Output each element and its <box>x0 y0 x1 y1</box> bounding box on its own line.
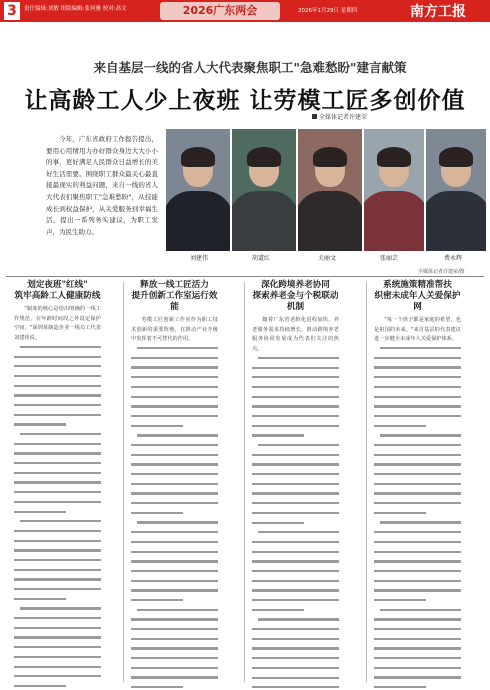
text-line <box>131 551 218 553</box>
text-line <box>252 512 339 514</box>
text-line <box>20 607 101 609</box>
text-line <box>137 521 218 523</box>
text-line <box>252 376 339 378</box>
column-rule <box>366 282 367 682</box>
text-line <box>374 686 426 688</box>
text-line <box>14 569 101 571</box>
text-line <box>380 521 461 523</box>
text-line <box>131 376 218 378</box>
person-hair <box>439 147 473 167</box>
text-line <box>380 347 461 349</box>
text-line <box>131 454 218 456</box>
text-line <box>14 666 101 668</box>
photo-caption: 费永辉 <box>444 255 463 262</box>
column-heading: 系统施策精准帮扶 织密未成年人关爱保护网 <box>374 280 461 312</box>
text-line <box>131 405 218 407</box>
text-line <box>252 483 339 485</box>
text-line <box>14 443 101 445</box>
text-line <box>374 366 461 368</box>
text-line <box>131 599 183 601</box>
text-line <box>374 628 461 630</box>
text-line <box>14 549 101 551</box>
text-line <box>252 657 339 659</box>
text-line <box>14 511 66 513</box>
column-heading: 划定夜班"红线" 筑牢高龄工人健康防线 <box>14 280 101 301</box>
text-line <box>131 502 218 504</box>
text-line <box>252 415 339 417</box>
text-line <box>131 366 218 368</box>
text-line <box>131 386 218 388</box>
text-line <box>374 492 461 494</box>
photo-credit: 全媒体记者许建荣/摄 <box>418 269 465 275</box>
person-body <box>166 191 230 251</box>
text-line <box>14 636 101 638</box>
text-line <box>14 491 101 493</box>
text-line <box>131 570 218 572</box>
text-line <box>252 686 339 688</box>
square-bullet-icon <box>312 114 317 119</box>
column-body-text <box>374 347 461 688</box>
text-line <box>14 617 101 619</box>
text-line <box>131 657 218 659</box>
column-lead: "每一个孩子都是家庭的希望，也是祖国的未来。"来自基层的代表建议进一步健全未成年人关爱保护体系。 <box>374 317 461 343</box>
text-line <box>131 638 218 640</box>
text-line <box>380 434 461 436</box>
text-line <box>137 609 218 611</box>
text-line <box>14 423 66 425</box>
editor-credits: 责任编辑:刘敏 组版编辑:张珂雅 校对:高文 <box>24 6 127 12</box>
text-line <box>374 551 461 553</box>
text-line <box>14 540 101 542</box>
text-line <box>252 560 339 562</box>
text-line <box>14 375 101 377</box>
column-rule <box>123 282 124 682</box>
text-line <box>137 434 218 436</box>
column-lead: "制度的核心是给出明确的一线工作规范，在年龄时间段之外设定保护空间。"深圳某制造企业一线员工代表刘建伟说。 <box>14 306 101 342</box>
text-line <box>131 560 218 562</box>
person-hair <box>181 147 215 167</box>
text-line <box>374 386 461 388</box>
text-line <box>258 531 339 533</box>
text-line <box>374 589 461 591</box>
text-line <box>374 473 461 475</box>
text-line <box>14 646 101 648</box>
column-lead: 劳模工匠创新工作室作为职工技术创新的重要阵地，在推动产业升级中发挥着不可替代的作用。 <box>131 317 218 343</box>
person-hair <box>377 147 411 167</box>
article-title: 让高龄工人少上夜班 让劳模工匠多创价值 <box>24 87 466 114</box>
text-line <box>252 463 339 465</box>
text-line <box>14 404 101 406</box>
text-line <box>374 454 461 456</box>
text-line <box>131 618 218 620</box>
text-line <box>258 357 339 359</box>
text-line <box>258 444 339 446</box>
text-line <box>14 578 101 580</box>
text-line <box>252 580 339 582</box>
column-body-text <box>14 346 101 687</box>
text-line <box>131 444 218 446</box>
text-line <box>14 452 101 454</box>
text-line <box>131 676 218 678</box>
text-line <box>131 512 183 514</box>
text-line <box>131 541 218 543</box>
text-line <box>374 444 461 446</box>
photo-caption: 刘建伟 <box>190 255 209 262</box>
text-line <box>14 394 101 396</box>
column-body-text <box>131 347 218 688</box>
text-line <box>374 541 461 543</box>
text-line <box>14 462 101 464</box>
text-line <box>374 512 426 514</box>
photo-caption: 张丽芸 <box>380 255 399 262</box>
text-line <box>252 570 339 572</box>
text-line <box>252 492 339 494</box>
text-line <box>258 618 339 620</box>
text-line <box>252 667 339 669</box>
text-line <box>131 415 218 417</box>
text-line <box>14 656 101 658</box>
text-line <box>131 531 218 533</box>
section-banner: 2026广东两会 <box>160 2 280 20</box>
text-line <box>374 618 461 620</box>
text-line <box>20 520 101 522</box>
text-line <box>131 396 218 398</box>
column-heading: 释放一线工匠活力 提升创新工作室运行效能 <box>131 280 218 312</box>
text-line <box>374 570 461 572</box>
photo-caption: 胡道红 <box>252 255 271 262</box>
text-line <box>252 473 339 475</box>
text-line <box>14 685 66 687</box>
text-line <box>14 356 101 358</box>
column-rule <box>244 282 245 682</box>
text-line <box>252 434 304 436</box>
section-divider <box>6 276 484 277</box>
newspaper-logo: 南方工报 <box>410 4 466 20</box>
text-line <box>374 676 461 678</box>
byline <box>312 112 367 121</box>
person-body <box>426 191 486 251</box>
portrait-photo <box>364 129 424 251</box>
text-line <box>131 589 218 591</box>
text-line <box>131 425 183 427</box>
text-line <box>252 677 339 679</box>
column-heading: 深化跨境养老协同 探索养老金与个税联动机制 <box>252 280 339 312</box>
portrait-photo <box>426 129 486 251</box>
text-line <box>252 628 339 630</box>
text-line <box>374 502 461 504</box>
text-line <box>374 415 461 417</box>
text-line <box>252 638 339 640</box>
text-line <box>131 686 183 688</box>
text-line <box>374 560 461 562</box>
text-line <box>131 463 218 465</box>
article-subtitle: 来自基层一线的省人大代表聚焦职工"急难愁盼"建言献策 <box>93 60 407 75</box>
text-line <box>20 346 101 348</box>
text-line <box>252 425 339 427</box>
portrait-photo <box>166 129 230 251</box>
text-line <box>374 657 461 659</box>
text-line <box>131 492 218 494</box>
text-line <box>374 638 461 640</box>
text-line <box>374 483 461 485</box>
person-body <box>298 191 362 251</box>
text-line <box>252 502 339 504</box>
text-line <box>14 588 101 590</box>
text-line <box>252 367 339 369</box>
text-line <box>131 647 218 649</box>
byline-text: 全媒体记者许建荣 <box>319 114 368 121</box>
text-line <box>14 530 101 532</box>
person-hair <box>313 147 347 167</box>
person-body <box>364 191 424 251</box>
person-hair <box>247 147 281 167</box>
text-line <box>14 501 101 503</box>
text-line <box>374 405 461 407</box>
text-line <box>374 531 461 533</box>
page-header <box>0 0 490 38</box>
article-column <box>131 280 218 690</box>
text-line <box>380 609 461 611</box>
text-line <box>252 541 339 543</box>
article-column <box>14 280 101 690</box>
article-column <box>252 280 339 690</box>
text-line <box>14 365 101 367</box>
text-line <box>252 589 339 591</box>
text-line <box>252 396 339 398</box>
text-line <box>374 647 461 649</box>
text-line <box>14 385 101 387</box>
page-number: 3 <box>4 2 20 20</box>
text-line <box>131 580 218 582</box>
text-line <box>131 667 218 669</box>
text-line <box>14 559 101 561</box>
text-line <box>252 386 339 388</box>
text-line <box>374 376 461 378</box>
text-line <box>252 599 339 601</box>
column-lead: 随着广东省老龄化进程加快，养老服务需求持续增长，推动跨境养老服务协同发展成为代表们关注的焦点。 <box>252 317 339 353</box>
issue-date: 2026年1月29日 星期四 <box>298 8 358 14</box>
text-line <box>14 414 101 416</box>
text-line <box>374 599 426 601</box>
text-line <box>14 627 101 629</box>
text-line <box>137 347 218 349</box>
text-line <box>252 647 339 649</box>
article-intro: 今年，广东省政府工作报告提出，要用心用情用力办好群众身边大大小小的事，更好满足人民群众日益增长的美好生活需要。围绕职工群众最关心最直接最现实的利益问题，来自一线的省人大代表们聚焦职工"急难愁盼"，从技能成长到权益保护，从关爱服务到幸福生活，提出一系列务实建议，为职工发声，为民生助力。 <box>46 135 158 236</box>
text-line <box>131 357 218 359</box>
text-line <box>131 628 218 630</box>
text-line <box>252 454 339 456</box>
text-line <box>252 522 304 524</box>
portrait-photo <box>232 129 296 251</box>
text-line <box>14 675 101 677</box>
column-body-text <box>252 357 339 690</box>
article-column <box>374 280 461 690</box>
text-line <box>14 472 101 474</box>
text-line <box>374 396 461 398</box>
text-line <box>252 405 339 407</box>
text-line <box>14 481 101 483</box>
photo-caption: 关丽文 <box>318 255 337 262</box>
text-line <box>374 425 426 427</box>
text-line <box>374 667 461 669</box>
portrait-photo <box>298 129 362 251</box>
text-line <box>374 463 461 465</box>
text-line <box>20 433 101 435</box>
text-line <box>252 609 304 611</box>
text-line <box>131 483 218 485</box>
text-line <box>252 551 339 553</box>
text-line <box>374 580 461 582</box>
text-line <box>14 598 66 600</box>
text-line <box>374 357 461 359</box>
text-line <box>131 473 218 475</box>
person-body <box>232 191 296 251</box>
